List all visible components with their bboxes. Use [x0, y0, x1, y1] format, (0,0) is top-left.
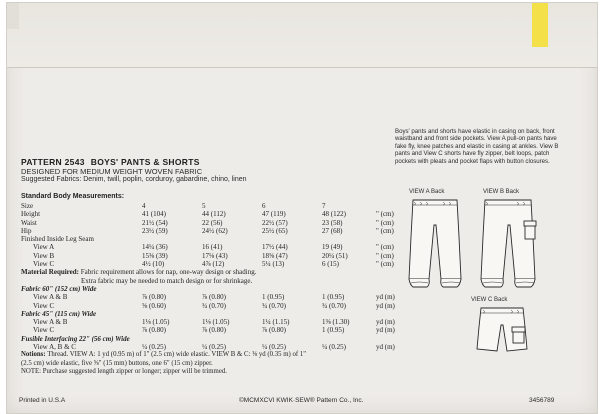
row-label: Waist [21, 218, 37, 227]
row-label: View B [33, 251, 55, 260]
size-value: 16 (41) [202, 243, 223, 252]
size-value: 23½ (59) [142, 226, 168, 235]
size-value: 22½ (57) [262, 218, 288, 227]
unit: yd (m) [376, 293, 395, 302]
body-measurement-row [21, 210, 416, 218]
size-value: 1 (0.95) [322, 326, 345, 335]
fabric45-heading: Fabric 45" (115 cm) Wide [21, 309, 97, 318]
size-value: 1⅛ (1.05) [142, 318, 170, 327]
view-c-shorts-drawing [475, 305, 531, 361]
unit: yd (m) [376, 326, 395, 335]
unit: yd (m) [376, 301, 395, 310]
fabric60-rows [21, 293, 416, 310]
material-row: Material Required: Fabric requirement allows for nap, one-way design or shading. [21, 268, 257, 277]
size-value: ¼ (0.25) [142, 343, 166, 352]
row-label: View A & B [33, 293, 68, 302]
fabric60-heading: Fabric 60" (152 cm) Wide [21, 284, 97, 293]
view-a-label: VIEW A Back [409, 189, 445, 195]
unit: yd (m) [376, 318, 395, 327]
size-value: 17⅛ (43) [202, 251, 228, 260]
size-value: 44 (112) [202, 210, 226, 219]
notions-row: Notions: Thread. VIEW A: 1 yd (0.95 m) of 1" (2.5 cm) wide elastic. VIEW B & C: ⅜ yd (0.35 m) of 1" [21, 351, 307, 359]
body-measurement-row [21, 227, 416, 235]
size-value: ⅝ (0.60) [142, 301, 166, 310]
unit: " (cm) [376, 218, 394, 227]
flap-fold-line [7, 67, 597, 68]
size-value: 1¼ (1.15) [262, 318, 290, 327]
size-value: ¼ (0.25) [262, 343, 286, 352]
copyright: ©MCMXCVI KWIK·SEW® Pattern Co., Inc. [239, 397, 364, 404]
pattern-name: BOYS' PANTS & SHORTS [90, 157, 200, 167]
row-label: Height [21, 210, 41, 219]
unit: yd (m) [376, 343, 395, 352]
envelope-corner [7, 3, 19, 29]
size-value: 19 (49) [322, 243, 343, 252]
fabric45-row [21, 318, 416, 326]
size-value: 27 (68) [322, 226, 343, 235]
note-row: NOTE: Purchase suggested length zipper or longer; zipper will be trimmed. [21, 367, 227, 375]
unit: " (cm) [376, 260, 394, 269]
leg-rows [21, 243, 416, 268]
fabric45-row [21, 326, 416, 334]
yellow-tab [532, 3, 548, 47]
fabric60-row [21, 302, 416, 310]
size-value: 21½ (54) [142, 218, 168, 227]
leg-seam-row [21, 243, 416, 251]
unit: " (cm) [376, 243, 394, 252]
leg-seam-row [21, 252, 416, 260]
row-label: View A & B [33, 318, 68, 327]
size-value: ⅞ (0.80) [262, 326, 286, 335]
body-measurement-row [21, 219, 416, 227]
size-value: 1 (0.95) [322, 293, 345, 302]
size-value: ¾ (0.70) [262, 301, 286, 310]
size-value: 25½ (65) [262, 226, 288, 235]
leg-seam-row [21, 260, 416, 268]
size-value: 17½ (44) [262, 243, 288, 252]
row-label: Hip [21, 226, 32, 235]
size-value: 24½ (62) [202, 226, 228, 235]
suggested-fabrics: Suggested Fabrics: Denim, twill, poplin, corduroy, gabardine, chino, linen [21, 176, 247, 183]
size-value: 4⅞ (12) [202, 260, 225, 269]
size-value: 14¼ (36) [142, 243, 168, 252]
fabric45-rows [21, 318, 416, 335]
interfacing-row [21, 343, 416, 351]
size-value: 18⅝ (47) [262, 251, 288, 260]
size-value: 15⅜ (39) [142, 251, 168, 260]
view-b-label: VIEW B Back [483, 189, 520, 195]
material-row-2: Extra fabric may be needed to match design or for shrinkage. [81, 276, 253, 285]
size-row: Size 4 5 6 7 [21, 202, 326, 210]
size-value: 5¼ (13) [262, 260, 285, 269]
pattern-envelope-back [6, 2, 598, 414]
pattern-title [21, 157, 200, 167]
leg-heading-row: Finished Inside Leg Seam [21, 235, 94, 244]
measurements-table [21, 193, 416, 376]
size-value: 1 (0.95) [262, 293, 285, 302]
size-value: 41 (104) [142, 210, 166, 219]
unit: " (cm) [376, 226, 394, 235]
designed-for: DESIGNED FOR MEDIUM WEIGHT WOVEN FABRIC [21, 167, 203, 176]
interfacing-heading: Fusible Interfacing 22" (56 cm) Wide [21, 334, 130, 343]
row-label: View A, B & C [33, 343, 76, 352]
size-value: 20¼ (51) [322, 251, 348, 260]
unit: " (cm) [376, 251, 394, 260]
size-value: ¼ (0.25) [322, 343, 346, 352]
row-label: View A [33, 243, 55, 252]
size-value: ⅞ (0.80) [202, 293, 226, 302]
size-value: 1⅜ (1.30) [322, 318, 350, 327]
size-value: ¾ (0.70) [202, 301, 226, 310]
view-a-pants-drawing [405, 197, 465, 295]
notions-row-2: (2.5 cm) wide elastic, five ⅝" (15 mm) buttons, one 6" (15 cm) zipper. [21, 359, 213, 367]
size-value: 47 (119) [262, 210, 286, 219]
row-label: View C [33, 301, 55, 310]
size-value: 4½ (10) [142, 260, 165, 269]
printed-in: Printed in U.S.A [19, 397, 66, 404]
size-value: 23 (58) [322, 218, 343, 227]
interfacing-rows [21, 343, 416, 351]
size-value: 22 (56) [202, 218, 223, 227]
size-value: 6 (15) [322, 260, 339, 269]
envelope-flap [7, 3, 597, 67]
view-b-pants-drawing [477, 197, 539, 295]
fabric60-row [21, 293, 416, 301]
body-rows [21, 210, 416, 235]
size-value: ⅞ (0.80) [142, 293, 166, 302]
size-value: 1⅛ (1.05) [202, 318, 230, 327]
size-value: ⅞ (0.80) [142, 326, 166, 335]
measurements-heading: Standard Body Measurements: [21, 193, 125, 200]
view-description: Boys' pants and shorts have elastic in casing on back, front waistband and front side pockets. View A pull-on pants have fake fly, knee patches and elastic in casing at ankles. View B pants and View C shorts have fly zipper, belt loops, patch pockets with pleats and pocket flaps with button closures. [395, 128, 559, 165]
pattern-number: PATTERN 2543 [21, 157, 85, 167]
view-c-label: VIEW C Back [471, 297, 508, 303]
size-value: ⅞ (0.80) [202, 326, 226, 335]
product-code: 3456789 [529, 397, 555, 404]
size-value: 48 (122) [322, 210, 346, 219]
row-label: View C [33, 260, 55, 269]
size-value: ¼ (0.25) [202, 343, 226, 352]
size-value: ¾ (0.70) [322, 301, 346, 310]
unit: " (cm) [376, 210, 394, 219]
row-label: View C [33, 326, 55, 335]
